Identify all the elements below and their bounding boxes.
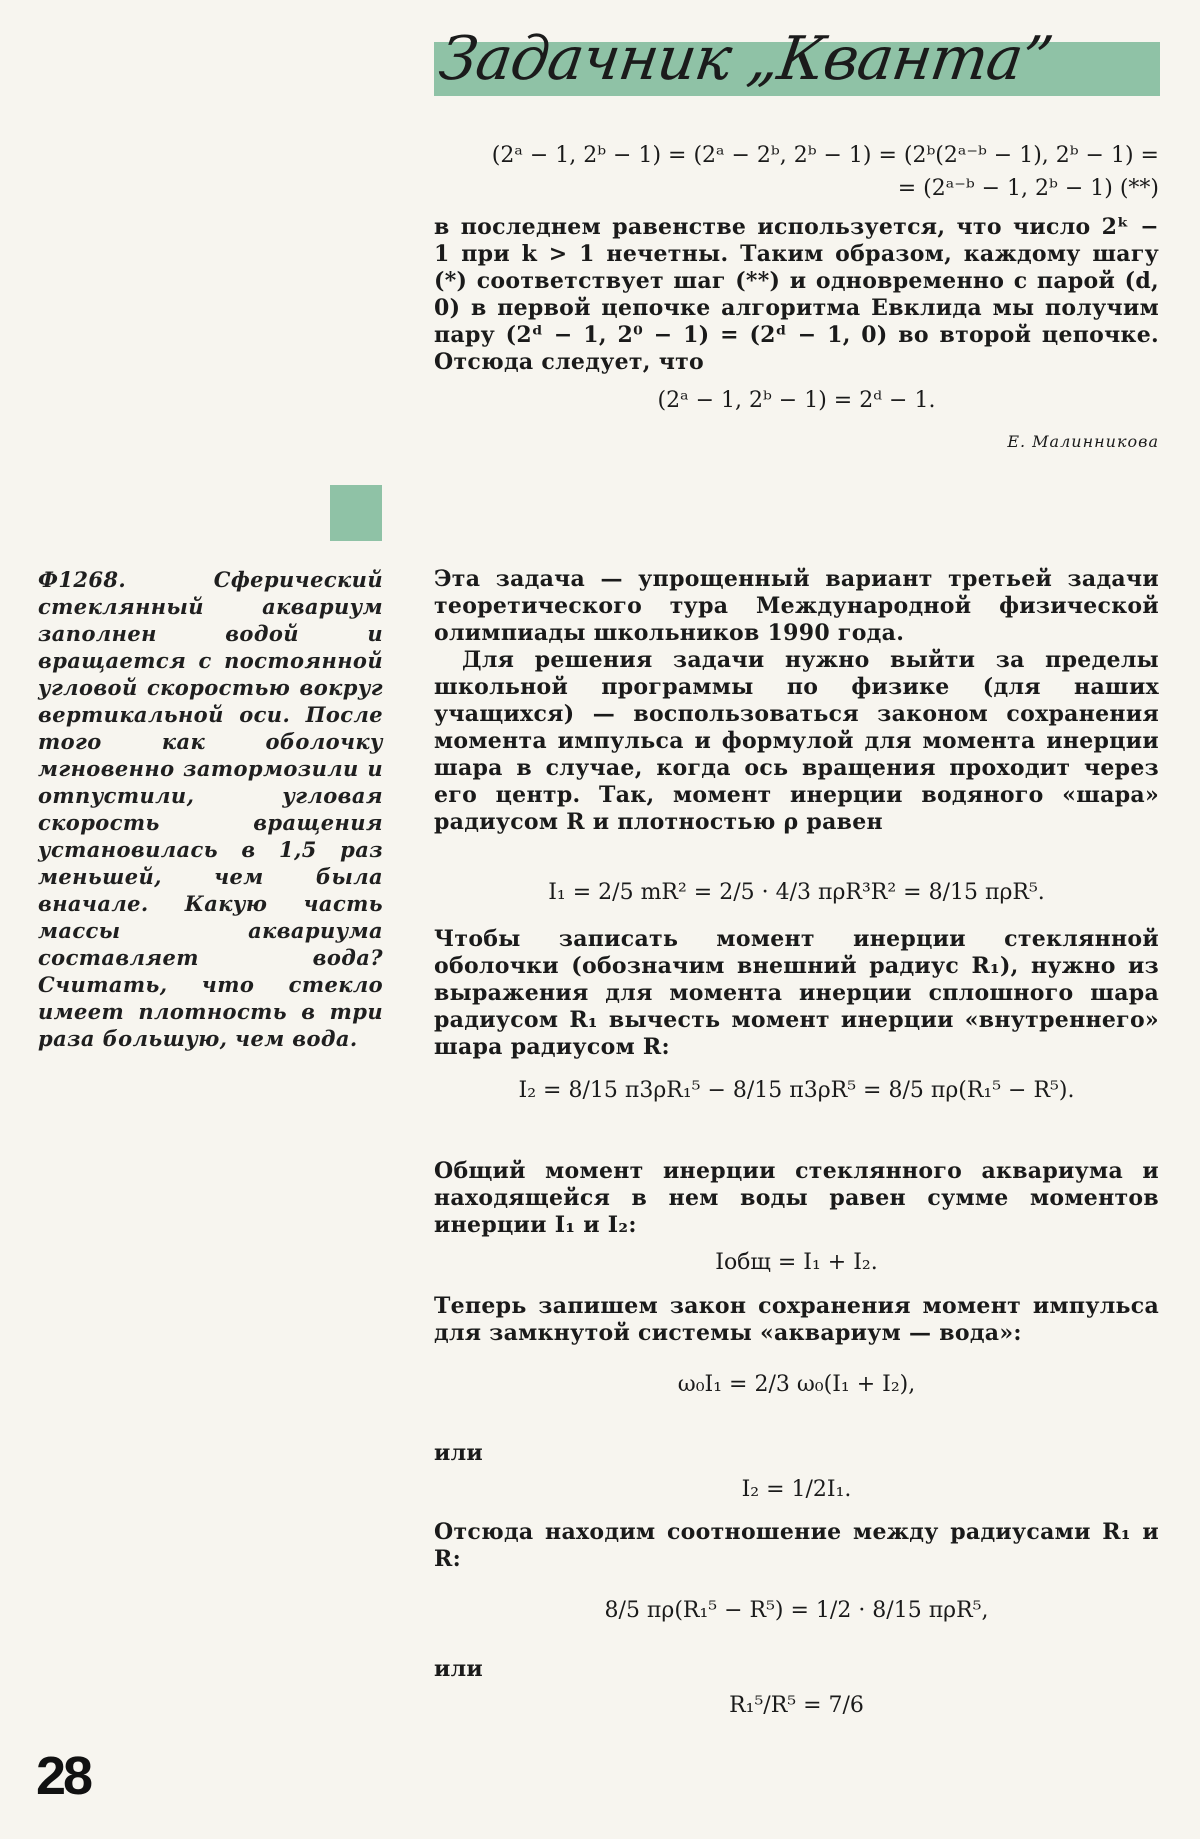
solution-paragraph-5: Теперь запишем закон сохранения момент импульса для замкнутой системы «аквариум — вода»: xyxy=(434,1293,1159,1346)
problem-label: Ф1268. xyxy=(38,567,127,592)
top-result: (2ᵃ − 1, 2ᵇ − 1) = 2ᵈ − 1. xyxy=(657,388,936,413)
equation-7: R₁⁵/R⁵ = 7/6 xyxy=(729,1693,864,1718)
top-text: в последнем равенстве используется, что число 2ᵏ − 1 при k > 1 нечетны. Таким образом, каждому шагу (*) соответствует шаг (**) и одновременно с парой (d, 0) в первой цепочке алгоритма Евклида мы получим пару (2ᵈ − 1, 2⁰ − 1) = (2ᵈ − 1, 0) во второй цепочке. Отсюда следует, что xyxy=(434,214,1159,375)
or-word-2: или xyxy=(434,1656,484,1682)
or-word-1: или xyxy=(434,1440,484,1466)
equation-4: ω₀I₁ = 2/3 ω₀(I₁ + I₂), xyxy=(677,1372,916,1397)
equation-2: I₂ = 8/15 π3ρR₁⁵ − 8/15 π3ρR⁵ = 8/5 πρ(R₁⁵ − R⁵). xyxy=(518,1078,1075,1103)
equation-3: Iобщ = I₁ + I₂. xyxy=(715,1250,878,1275)
solution-paragraph-1: Эта задача — упрощенный вариант третьей задачи теоретического тура Международной физической олимпиады школьников 1990 года. xyxy=(434,566,1159,646)
solution-paragraph-3: Чтобы записать момент инерции стеклянной оболочки (обозначим внешний радиус R₁), нужно из выражения для момента инерции сплошного шара радиусом R₁ вычесть момент инерции «внутреннего» шара радиусом R: xyxy=(434,926,1159,1060)
page-number: 28 xyxy=(36,1746,91,1806)
solution-paragraph-6: Отсюда находим соотношение между радиусами R₁ и R: xyxy=(434,1519,1159,1572)
equation-6: 8/5 πρ(R₁⁵ − R⁵) = 1/2 · 8/15 πρR⁵, xyxy=(604,1598,989,1623)
problem-statement xyxy=(38,566,383,1052)
problem-text: Сферический стеклянный аквариум заполнен водой и вращается с постоянной угловой скоростью вокруг вертикальной оси. После того как оболочку мгновенно затормозили и отпустили, угловая скорость вращения установилась в 1,5 раз меньшей, чем была вначале. Какую часть массы аквариума составляет вода? Считать, что стекло имеет плотность в три раза большую, чем вода. xyxy=(38,567,383,1051)
section-title: Задачник „Кванта” xyxy=(435,24,1057,94)
solution-paragraph-4: Общий момент инерции стеклянного аквариума и находящейся в нем воды равен сумме моментов инерции I₁ и I₂: xyxy=(434,1158,1159,1238)
top-math-line-2: = (2ᵃ⁻ᵇ − 1, 2ᵇ − 1) (**) xyxy=(897,176,1159,201)
equation-5: I₂ = 1/2I₁. xyxy=(741,1477,852,1502)
solution-paragraph-2: Для решения задачи нужно выйти за пределы школьной программы по физике (для наших учащихся) — воспользоваться законом сохранения момента импульса и формулой для момента инерции шара в случае, когда ось вращения проходит через его центр. Так, момент инерции водяного «шара» радиусом R и плотностью ρ равен xyxy=(434,647,1159,835)
equation-1: I₁ = 2/5 mR² = 2/5 · 4/3 πρR³R² = 8/15 πρR⁵. xyxy=(548,880,1045,905)
top-math-line-1: (2ᵃ − 1, 2ᵇ − 1) = (2ᵃ − 2ᵇ, 2ᵇ − 1) = (2ᵇ(2ᵃ⁻ᵇ − 1), 2ᵇ − 1) = xyxy=(491,143,1159,168)
author: Е. Малинникова xyxy=(1007,432,1159,451)
decorative-square xyxy=(330,485,382,541)
